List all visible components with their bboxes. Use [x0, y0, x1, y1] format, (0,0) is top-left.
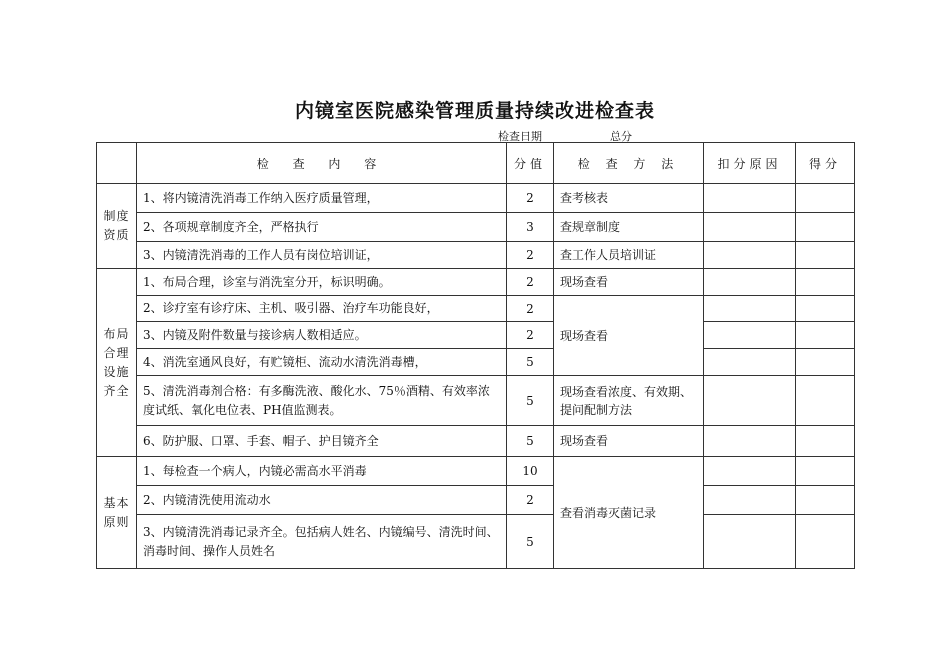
score-cell: 2 — [507, 269, 554, 296]
header-blank — [97, 143, 137, 184]
score-cell: 2 — [507, 486, 554, 515]
item-cell: 5、清洗消毒剂合格：有多酶洗液、酸化水、75％酒精、有效率浓度试纸、氧化电位表、PH值监测表。 — [137, 376, 507, 426]
item-cell: 2、各项规章制度齐全，严格执行 — [137, 213, 507, 242]
method-cell: 查工作人员培训证 — [554, 242, 704, 269]
deduct-reason-cell[interactable] — [704, 296, 796, 322]
deduct-reason-cell[interactable] — [704, 426, 796, 457]
points-cell[interactable] — [796, 213, 855, 242]
deduct-reason-cell[interactable] — [704, 349, 796, 376]
deduct-reason-cell[interactable] — [704, 184, 796, 213]
score-cell: 5 — [507, 376, 554, 426]
deduct-reason-cell[interactable] — [704, 457, 796, 486]
item-cell: 3、内镜清洗消毒记录齐全。包括病人姓名、内镜编号、清洗时间、消毒时间、操作人员姓名 — [137, 515, 507, 569]
deduct-reason-cell[interactable] — [704, 242, 796, 269]
header-points: 得分 — [796, 143, 855, 184]
points-cell[interactable] — [796, 322, 855, 349]
score-cell: 2 — [507, 184, 554, 213]
deduct-reason-cell[interactable] — [704, 269, 796, 296]
item-cell: 4、消洗室通风良好，有贮镜柜、流动水清洗消毒槽， — [137, 349, 507, 376]
table-row — [97, 322, 855, 349]
category-label: 制度 资质 — [103, 209, 130, 242]
score-cell: 2 — [507, 242, 554, 269]
inspection-table — [96, 142, 855, 569]
points-cell[interactable] — [796, 486, 855, 515]
points-cell[interactable] — [796, 515, 855, 569]
item-cell: 6、防护服、口罩、手套、帽子、护目镜齐全 — [137, 426, 507, 457]
points-cell[interactable] — [796, 349, 855, 376]
item-cell: 3、内镜及附件数量与接诊病人数相适应。 — [137, 322, 507, 349]
score-cell: 10 — [507, 457, 554, 486]
category-cell — [97, 457, 137, 569]
table-row — [97, 376, 855, 426]
table-row — [97, 242, 855, 269]
deduct-reason-cell[interactable] — [704, 376, 796, 426]
category-label: 基本 原则 — [103, 495, 130, 529]
points-cell[interactable] — [796, 426, 855, 457]
points-cell[interactable] — [796, 296, 855, 322]
deduct-reason-cell[interactable] — [704, 515, 796, 569]
points-cell[interactable] — [796, 184, 855, 213]
category-label: 布局 合理 设施 齐全 — [103, 326, 130, 398]
total-score-label: 总分 — [610, 130, 632, 143]
score-cell: 5 — [507, 349, 554, 376]
category-cell — [97, 269, 137, 457]
method-cell: 查规章制度 — [554, 213, 704, 242]
table-row — [97, 349, 855, 376]
method-cell: 现场查看 — [554, 296, 704, 376]
score-cell: 2 — [507, 322, 554, 349]
points-cell[interactable] — [796, 376, 855, 426]
item-cell: 1、将内镜清洗消毒工作纳入医疗质量管理， — [137, 184, 507, 213]
points-cell[interactable] — [796, 457, 855, 486]
deduct-reason-cell[interactable] — [704, 213, 796, 242]
score-cell: 2 — [507, 296, 554, 322]
method-cell: 现场查看 — [554, 269, 704, 296]
method-cell: 查考核表 — [554, 184, 704, 213]
inspection-date-label: 检查日期 — [498, 130, 542, 143]
method-cell: 现场查看 — [554, 426, 704, 457]
table-row — [97, 515, 855, 569]
method-cell: 现场查看浓度、有效期、提问配制方法 — [554, 376, 704, 426]
item-cell: 2、诊疗室有诊疗床、主机、吸引器、治疗车功能良好， — [137, 296, 507, 322]
item-cell: 2、内镜清洗使用流动水 — [137, 486, 507, 515]
points-cell[interactable] — [796, 269, 855, 296]
score-cell: 5 — [507, 426, 554, 457]
header-method: 检 查 方 法 — [554, 143, 704, 184]
header-row — [97, 143, 855, 184]
table-row — [97, 426, 855, 457]
header-score: 分值 — [507, 143, 554, 184]
table-row — [97, 486, 855, 515]
table-row — [97, 457, 855, 486]
item-cell: 1、布局合理，诊室与消洗室分开，标识明确。 — [137, 269, 507, 296]
item-cell: 1、每检查一个病人，内镜必需高水平消毒 — [137, 457, 507, 486]
category-cell — [97, 184, 137, 269]
deduct-reason-cell[interactable] — [704, 322, 796, 349]
table-row — [97, 184, 855, 213]
header-item: 检 查 内 容 — [137, 143, 507, 184]
page-title: 内镜室医院感染管理质量持续改进检查表 — [294, 100, 655, 122]
table-row — [97, 296, 855, 322]
method-cell: 查看消毒灭菌记录 — [554, 457, 704, 569]
score-cell: 5 — [507, 515, 554, 569]
header-deduct: 扣分原因 — [704, 143, 796, 184]
table-row — [97, 269, 855, 296]
points-cell[interactable] — [796, 242, 855, 269]
table-row — [97, 213, 855, 242]
item-cell: 3、内镜清洗消毒的工作人员有岗位培训证， — [137, 242, 507, 269]
deduct-reason-cell[interactable] — [704, 486, 796, 515]
score-cell: 3 — [507, 213, 554, 242]
